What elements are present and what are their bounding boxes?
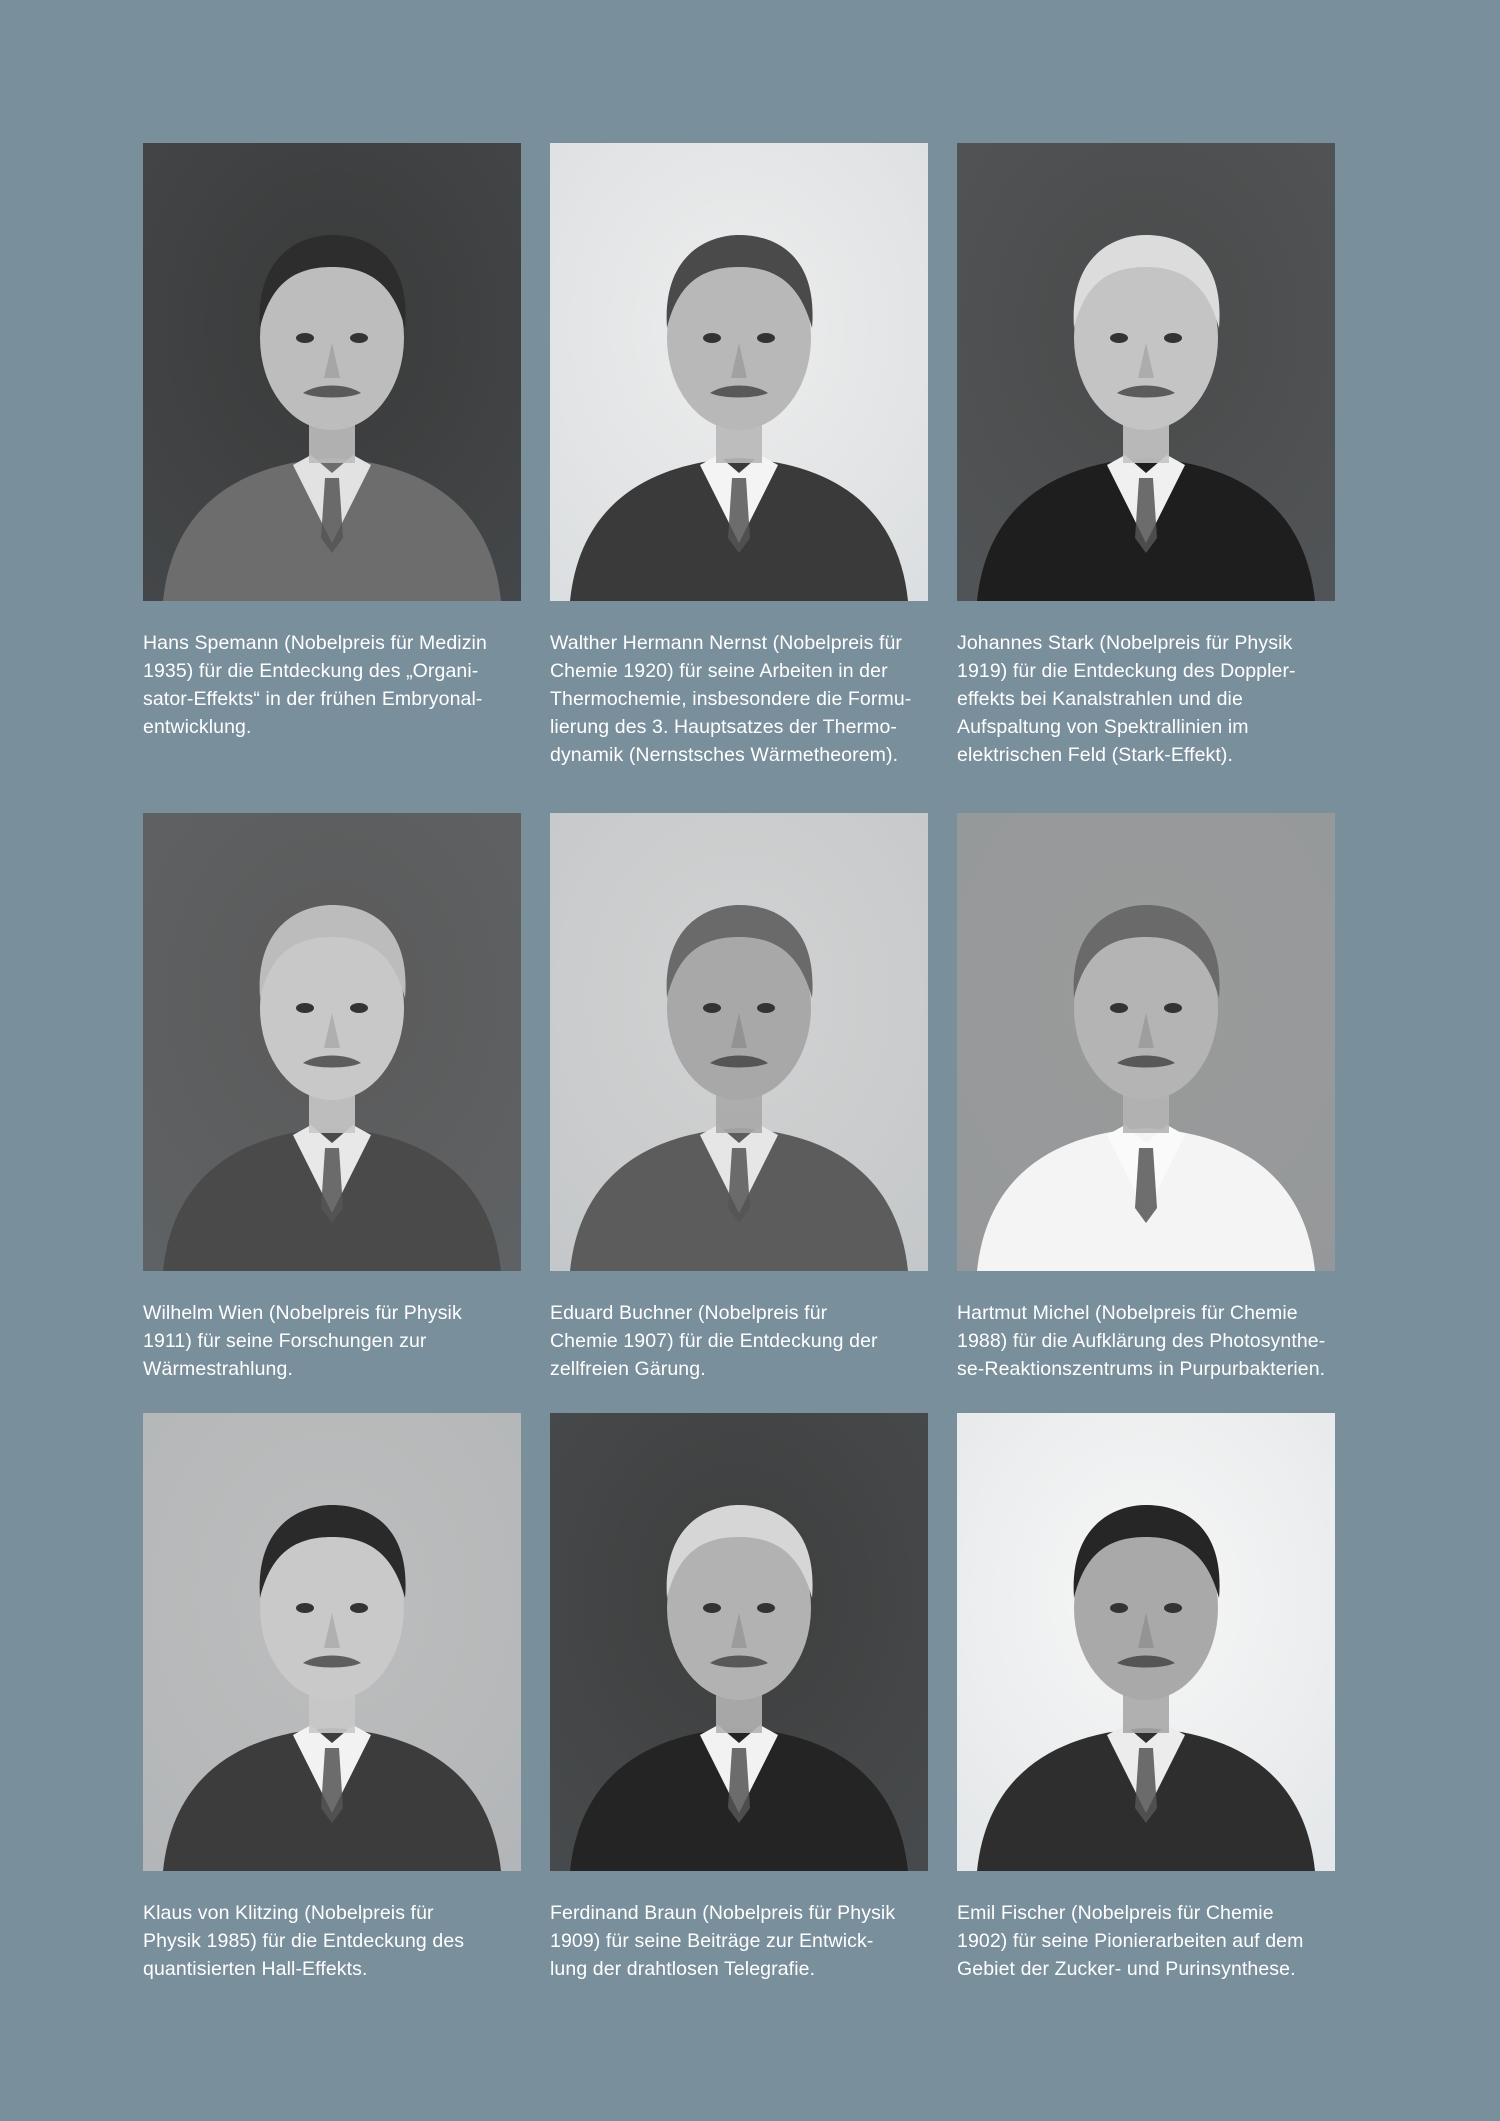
eye-right: [1164, 1003, 1182, 1013]
eye-left: [1110, 1003, 1128, 1013]
caption-line: sator-Effekts“ in der frühen Embryonal-: [143, 688, 483, 710]
caption-line: Walther Hermann Nernst (Nobelpreis für: [550, 632, 903, 654]
caption-line: Ferdinand Braun (Nobelpreis für Physik: [550, 1902, 896, 1924]
eye-right: [1164, 333, 1182, 343]
portrait-photo: [143, 813, 521, 1271]
portrait-card-stark: [957, 143, 1335, 769]
portrait-image: [957, 143, 1335, 601]
portrait-caption: [957, 1299, 1335, 1383]
portrait-card-fischer: [957, 1413, 1335, 1983]
portrait-caption: [143, 1299, 521, 1383]
caption-line: entwicklung.: [143, 716, 252, 738]
portrait-card-nernst: [550, 143, 928, 769]
tie-shape: [728, 478, 750, 553]
caption-line: 1909) für seine Beiträge zur Entwick-: [550, 1930, 874, 1952]
caption-line: elektrischen Feld (Stark-Effekt).: [957, 744, 1234, 766]
portrait-photo: [550, 1413, 928, 1871]
portrait-caption: [957, 629, 1335, 769]
caption-line: Physik 1985) für die Entdeckung des: [143, 1930, 465, 1952]
eye-right: [1164, 1603, 1182, 1613]
tie-shape: [728, 1748, 750, 1823]
eye-left: [703, 1003, 721, 1013]
caption-line: Klaus von Klitzing (Nobelpreis für: [143, 1902, 434, 1924]
caption-line: Eduard Buchner (Nobelpreis für: [550, 1302, 828, 1324]
caption-line: lung der drahtlosen Telegrafie.: [550, 1958, 816, 1980]
portrait-photo: [550, 813, 928, 1271]
caption-line: Thermochemie, insbesondere die Formu-: [550, 688, 912, 710]
caption-line: Wärmestrahlung.: [143, 1358, 293, 1380]
caption-line: 1911) für seine Forschungen zur: [143, 1330, 427, 1352]
tie-shape: [321, 1748, 343, 1823]
caption-line: Chemie 1920) für seine Arbeiten in der: [550, 660, 888, 682]
tie-shape: [1135, 1748, 1157, 1823]
portrait-card-klitzing: [143, 1413, 521, 1983]
caption-line: Hans Spemann (Nobelpreis für Medizin: [143, 632, 487, 654]
portrait-photo: [550, 143, 928, 601]
eye-left: [296, 1603, 314, 1613]
eye-right: [757, 1603, 775, 1613]
portrait-image: [550, 813, 928, 1271]
portrait-photo: [957, 143, 1335, 601]
portrait-card-spemann: [143, 143, 521, 741]
eye-right: [350, 333, 368, 343]
portrait-image: [143, 813, 521, 1271]
portrait-card-michel: [957, 813, 1335, 1383]
tie-shape: [728, 1148, 750, 1223]
caption-line: Wilhelm Wien (Nobelpreis für Physik: [143, 1302, 462, 1324]
portrait-photo: [957, 1413, 1335, 1871]
caption-line: quantisierten Hall-Effekts.: [143, 1958, 368, 1980]
caption-line: dynamik (Nernstsches Wärmetheorem).: [550, 744, 899, 766]
eye-right: [757, 1003, 775, 1013]
portrait-image: [143, 143, 521, 601]
portrait-image: [957, 1413, 1335, 1871]
caption-line: 1919) für die Entdeckung des Doppler-: [957, 660, 1296, 682]
portrait-caption: [550, 629, 928, 769]
caption-line: 1902) für seine Pionierarbeiten auf dem: [957, 1930, 1304, 1952]
eye-left: [1110, 1603, 1128, 1613]
eye-left: [703, 333, 721, 343]
portrait-caption: [550, 1299, 928, 1383]
eye-right: [350, 1003, 368, 1013]
caption-line: Emil Fischer (Nobelpreis für Chemie: [957, 1902, 1274, 1924]
caption-line: effekts bei Kanalstrahlen und die: [957, 688, 1243, 710]
eye-left: [1110, 333, 1128, 343]
portrait-card-buchner: [550, 813, 928, 1383]
portrait-image: [550, 1413, 928, 1871]
caption-line: lierung des 3. Hauptsatzes der Thermo-: [550, 716, 898, 738]
caption-line: se-Reaktionszentrums in Purpurbakterien.: [957, 1358, 1326, 1380]
portrait-caption: [143, 629, 521, 741]
portrait-image: [957, 813, 1335, 1271]
tie-shape: [1135, 1148, 1157, 1223]
tie-shape: [1135, 478, 1157, 553]
eye-right: [350, 1603, 368, 1613]
portrait-caption: [550, 1899, 928, 1983]
caption-line: 1935) für die Entdeckung des „Organi-: [143, 660, 479, 682]
portrait-photo: [143, 1413, 521, 1871]
eye-right: [757, 333, 775, 343]
portrait-card-wien: [143, 813, 521, 1383]
caption-line: Hartmut Michel (Nobelpreis für Chemie: [957, 1302, 1298, 1324]
caption-line: Johannes Stark (Nobelpreis für Physik: [957, 632, 1293, 654]
eye-left: [296, 1003, 314, 1013]
eye-left: [296, 333, 314, 343]
portrait-caption: [143, 1899, 521, 1983]
portrait-image: [143, 1413, 521, 1871]
eye-left: [703, 1603, 721, 1613]
portrait-card-braun: [550, 1413, 928, 1983]
portrait-caption: [957, 1899, 1335, 1983]
portrait-image: [550, 143, 928, 601]
tie-shape: [321, 1148, 343, 1223]
portrait-photo: [957, 813, 1335, 1271]
caption-line: Aufspaltung von Spektrallinien im: [957, 716, 1249, 738]
caption-line: zellfreien Gärung.: [550, 1358, 706, 1380]
portrait-photo: [143, 143, 521, 601]
caption-line: 1988) für die Aufklärung des Photosynthe-: [957, 1330, 1326, 1352]
caption-line: Gebiet der Zucker- und Purinsynthese.: [957, 1958, 1296, 1980]
tie-shape: [321, 478, 343, 553]
caption-line: Chemie 1907) für die Entdeckung der: [550, 1330, 878, 1352]
